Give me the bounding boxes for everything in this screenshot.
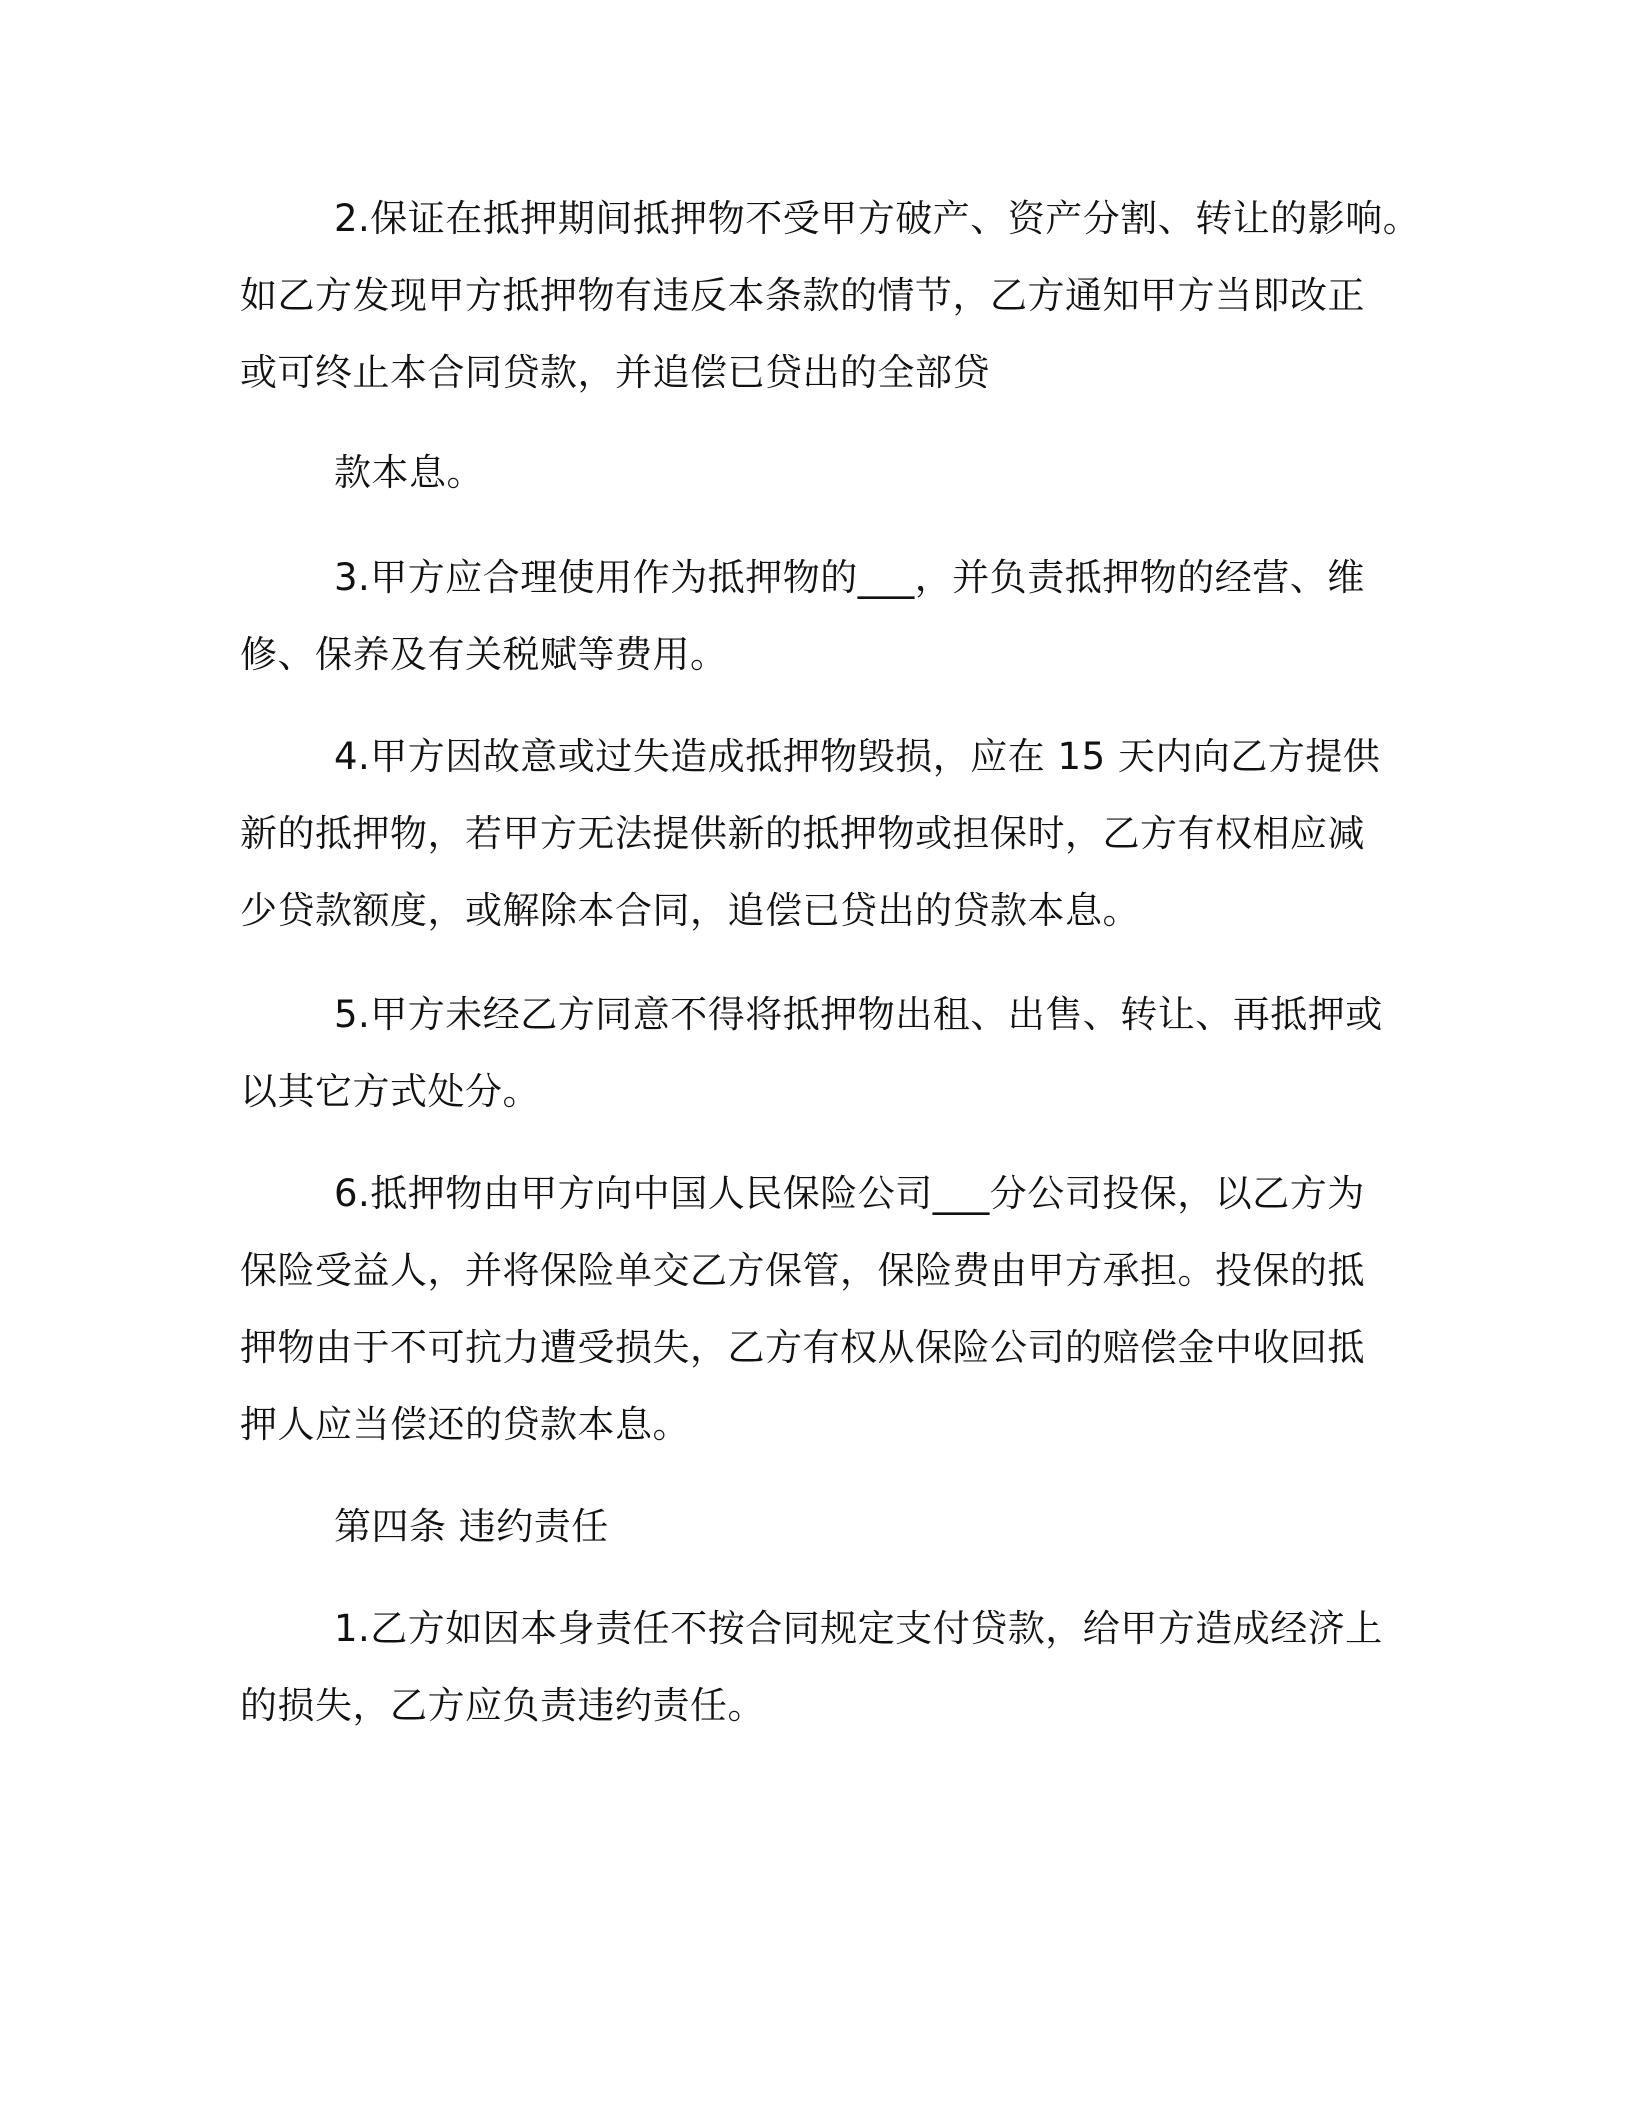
- clause-2-line-3: 或可终止本合同贷款，并追偿已贷出的全部贷: [240, 351, 990, 394]
- clause-4-line-2: 新的抵押物，若甲方无法提供新的抵押物或担保时，乙方有权相应减: [240, 812, 1365, 855]
- clause-6-line-2: 保险受益人，并将保险单交乙方保管，保险费由甲方承担。投保的抵: [240, 1249, 1365, 1292]
- liability-clause-1-line-1: 1.乙方如因本身责任不按合同规定支付贷款，给甲方造成经济上: [334, 1607, 1383, 1650]
- clause-5-line-2: 以其它方式处分。: [240, 1070, 540, 1113]
- clause-4-line-3: 少贷款额度，或解除本合同，追偿已贷出的贷款本息。: [240, 889, 1140, 932]
- clause-2-line-1: 2.保证在抵押期间抵押物不受甲方破产、资产分割、转让的影响。: [334, 197, 1421, 240]
- liability-clause-1-line-2: 的损失，乙方应负责违约责任。: [240, 1684, 765, 1727]
- clause-5-line-1: 5.甲方未经乙方同意不得将抵押物出租、出售、转让、再抵押或: [334, 993, 1383, 1036]
- clause-2-line-4: 款本息。: [334, 451, 484, 494]
- clause-6-line-1: 6.抵押物由甲方向中国人民保险公司___分公司投保，以乙方为: [334, 1172, 1365, 1215]
- clause-2-line-2: 如乙方发现甲方抵押物有违反本条款的情节，乙方通知甲方当即改正: [240, 274, 1365, 317]
- clause-4-line-1: 4.甲方因故意或过失造成抵押物毁损，应在 15 天内向乙方提供: [334, 735, 1381, 778]
- clause-3-line-2: 修、保养及有关税赋等费用。: [240, 633, 728, 676]
- clause-3-line-1: 3.甲方应合理使用作为抵押物的___，并负责抵押物的经营、维: [334, 556, 1365, 599]
- clause-6-line-4: 押人应当偿还的贷款本息。: [240, 1403, 690, 1446]
- section-heading: 第四条 违约责任: [334, 1505, 609, 1548]
- clause-6-line-3: 押物由于不可抗力遭受损失，乙方有权从保险公司的赔偿金中收回抵: [240, 1326, 1365, 1369]
